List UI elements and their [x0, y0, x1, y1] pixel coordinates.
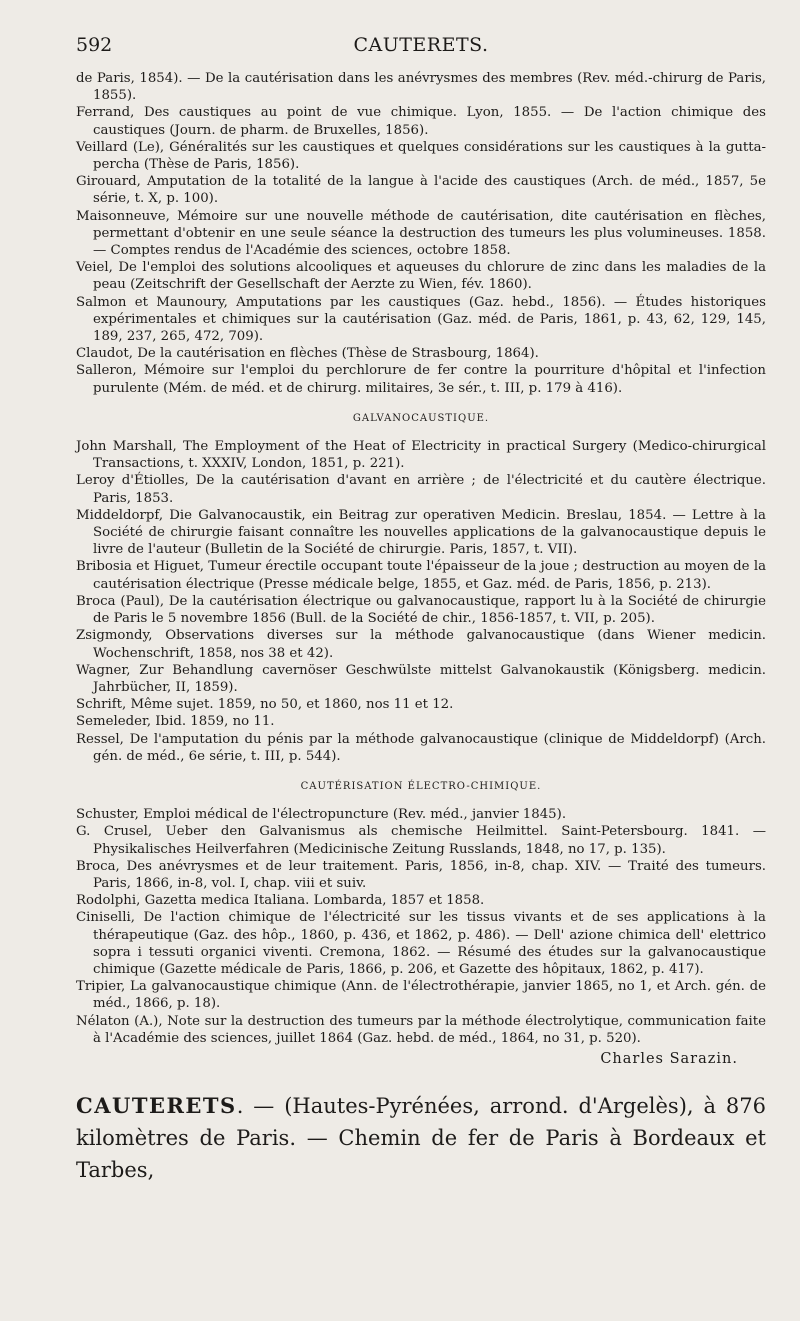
bib-entry: Zsigmondy, Observations diverses sur la méthode galvanocaustique (dans Wiener medicin. Wochenschrift, 1858, nos 38 et 42). [76, 628, 766, 661]
bib-entry: Salmon et Maunoury, Amputations par les caustiques (Gaz. hebd., 1856). — Études historiques expérimentales et chimiques sur la cautérisation (Gaz. méd. de Paris, 1861, p. 43, 62, 129, 145, 189, 237, 265, 472, 709). [76, 294, 766, 345]
page-number: 592 [76, 34, 113, 56]
article-headword: CAUTERETS [76, 1093, 237, 1119]
author-signature: Charles Sarazin. [600, 1050, 738, 1067]
bib-entry: Girouard, Amputation de la totalité de la langue à l'acide des caustiques (Arch. de méd., 1857, 5e série, t. X, p. 100). [76, 174, 766, 207]
bib-entry: Bribosia et Higuet, Tumeur érectile occupant toute l'épaisseur de la joue ; destruction au moyen de la cautérisation électrique (Presse médicale belge, 1855, et Gaz. méd. de Paris, 1856, p. 213). [76, 559, 766, 592]
bib-entry: Ciniselli, De l'action chimique de l'électricité sur les tissus vivants et de ses applications à la thérapeutique (Gaz. des hôp., 1860, p. 436, et 1862, p. 486). — Dell' azione chimica dell' elettrico sopra i tessuti organici viventi. Cremona, 1862. — Résumé des études sur la galvanocaustique chimique (Gazette médicale de Paris, 1866, p. 206, et Gazette des hôpitaux, 1862, p. 417). [76, 910, 766, 977]
bib-entry: Middeldorpf, Die Galvanocaustik, ein Beitrag zur operativen Medicin. Breslau, 1854. — Lettre à la Société de chirurgie faisant connaître les nouvelles applications de la galvanocaustique depuis le livre de l'auteur (Bulletin de la Société de chirurgie. Paris, 1857, t. VII). [76, 507, 766, 558]
bib-entry: Tripier, La galvanocaustique chimique (Ann. de l'électrothérapie, janvier 1865, no 1, et Arch. gén. de méd., 1866, p. 18). [76, 979, 766, 1012]
bib-entry: Rodolphi, Gazetta medica Italiana. Lombarda, 1857 et 1858. [76, 893, 485, 909]
bibliography-part-a [76, 70, 766, 397]
running-header [76, 34, 766, 70]
bib-entry: Schrift, Même sujet. 1859, no 50, et 1860, nos 11 et 12. [76, 697, 454, 713]
bib-entry: Ferrand, Des caustiques au point de vue chimique. Lyon, 1855. — De l'action chimique des caustiques (Journ. de pharm. de Bruxelles, 1856). [76, 105, 766, 138]
bib-entry: Claudot, De la cautérisation en flèches (Thèse de Strasbourg, 1864). [76, 346, 539, 362]
bibliography-part-c [76, 806, 766, 1047]
bib-entry: Veiel, De l'emploi des solutions alcooliques et aqueuses du chlorure de zinc dans les maladies de la peau (Zeitschrift der Gesellschaft der Aerzte zu Wien, fév. 1860). [76, 260, 766, 293]
bib-entry: Broca, Des anévrysmes et de leur traitement. Paris, 1856, in-8, chap. XIV. — Traité des tumeurs. Paris, 1866, in-8, vol. I, chap. viii et suiv. [76, 858, 766, 891]
bib-entry: Maisonneuve, Mémoire sur une nouvelle méthode de cautérisation, dite cautérisation en flèches, permettant d'obtenir en une seule séance la destruction des tumeurs les plus volumineuses. 1858. — Comptes rendus de l'Académie des sciences, octobre 1858. [76, 208, 766, 259]
bib-entry: Veillard (Le), Généralités sur les caustiques et quelques considérations sur les caustiques à la gutta-percha (Thèse de Paris, 1856). [76, 139, 766, 173]
bib-entry: G. Crusel, Ueber den Galvanismus als chemische Heilmittel. Saint-Petersbourg. 1841. — Physikalisches Heilverfahren (Medicinische Zeitung Russlands, 1848, no 17, p. 135). [76, 824, 766, 857]
bib-entry: Leroy d'Étiolles, De la cautérisation d'avant en arrière ; de l'électricité et du cautère électrique. Paris, 1853. [76, 473, 766, 506]
bib-entry: Salleron, Mémoire sur l'emploi du perchlorure de fer contre la pourriture d'hôpital et l'infection purulente (Mém. de méd. et de chirurg. militaires, 3e sér., t. III, p. 179 à 416). [76, 363, 766, 396]
bib-entry: Ressel, De l'amputation du pénis par la méthode galvanocaustique (clinique de Middeldorpf) (Arch. gén. de méd., 6e série, t. III, p. 544). [76, 731, 766, 764]
bibliography-part-b [76, 438, 766, 765]
bibliography [76, 70, 766, 1068]
bib-entry: Schuster, Emploi médical de l'électropuncture (Rev. méd., janvier 1845). [76, 807, 567, 823]
bib-entry: Broca (Paul), De la cautérisation électrique ou galvanocaustique, rapport lu à la Société de chirurgie de Paris le 5 novembre 1856 (Bull. de la Société de chir., 1856-1857, t. VII, p. 205). [76, 593, 766, 627]
bib-entry: de Paris, 1854). — De la cautérisation dans les anévrysmes des membres (Rev. méd.-chirurg de Paris, 1855). [76, 71, 766, 104]
article-cauterets [76, 1090, 766, 1186]
running-title: CAUTERETS. [353, 34, 489, 56]
bib-entry: Wagner, Zur Behandlung cavernöser Geschwülste mittelst Galvanokaustik (Königsberg. medicin. Jahrbücher, II, 1859). [76, 662, 766, 695]
bib-entry: John Marshall, The Employment of the Heat of Electricity in practical Surgery (Medico-chirurgical Transactions, t. XXXIV, London, 1851, p. 221). [76, 439, 766, 472]
bib-entry: Semeleder, Ibid. 1859, no 11. [76, 714, 275, 730]
section-heading-galvanocaustique: GALVANOCAUSTIQUE. [352, 412, 490, 424]
section-heading-electro-chimique: CAUTÉRISATION ÉLECTRO-CHIMIQUE. [300, 780, 542, 792]
bib-entry: Nélaton (A.), Note sur la destruction des tumeurs par la méthode électrolytique, communication faite à l'Académie des sciences, juillet 1864 (Gaz. hebd. de méd., 1864, no 31, p. 520). [76, 1013, 766, 1046]
article-text: . — (Hautes-Pyrénées, arrond. d'Argelès), à 876 kilomètres de Paris. — Chemin de fer de Paris à Bordeaux et Tarbes, [76, 1094, 766, 1183]
